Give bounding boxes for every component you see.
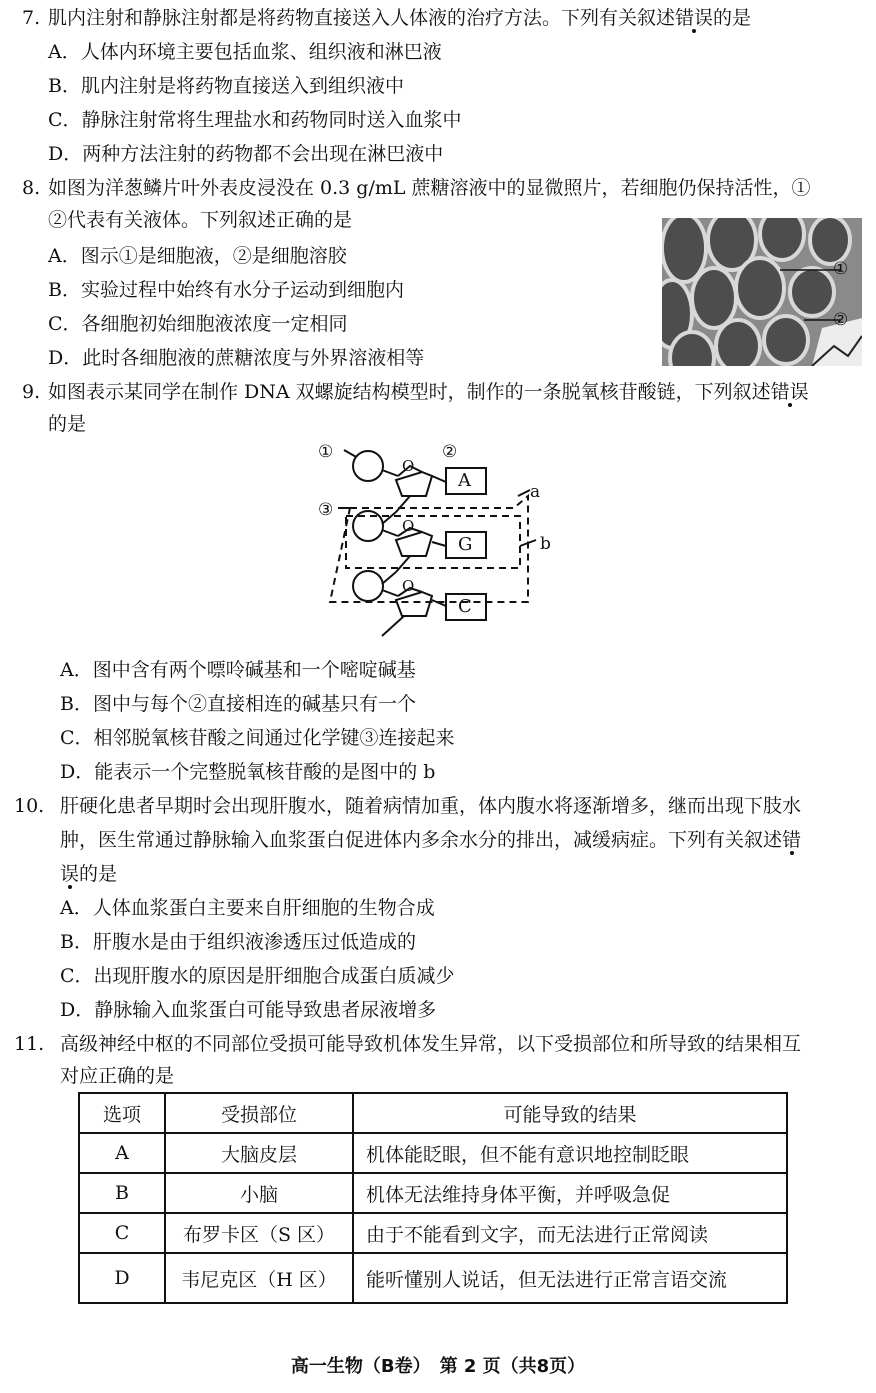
q9-number: 9. (22, 381, 41, 403)
table-row (79, 1173, 787, 1213)
q9-stem-line2: 的是 (48, 413, 87, 435)
table-header: 可能导致的结果 (353, 1093, 787, 1133)
q10-option-a: A．人体血浆蛋白主要来自肝细胞的生物合成 (60, 897, 435, 919)
dna-label-2: ② (442, 442, 458, 462)
dna-label-1: ① (318, 442, 334, 462)
q10-stem-b: 的是 (79, 863, 118, 885)
q9-option-a: A．图中含有两个嘌呤碱基和一个嘧啶碱基 (60, 659, 416, 681)
q11-table (78, 1092, 788, 1304)
q9-option-d: D．能表示一个完整脱氧核苷酸的是图中的 b (60, 761, 436, 783)
table-cell-result: 能听懂别人说话，但无法进行正常言语交流 (353, 1253, 787, 1303)
table-header: 受损部位 (165, 1093, 353, 1133)
q10-stem-line2 (60, 826, 801, 854)
q8-number: 8. (22, 177, 41, 199)
table-cell-option: C (79, 1213, 165, 1253)
q10-number: 10. (14, 795, 45, 817)
q8-stem-line2: ②代表有关液体。下列叙述正确的是 (48, 209, 353, 231)
table-cell-site: 布罗卡区（S 区） (165, 1213, 353, 1253)
base-c: C (458, 596, 472, 617)
box-label-a: a (530, 482, 541, 502)
dna-chain-diagram (310, 436, 570, 648)
q10-stem-line3 (60, 860, 117, 888)
q7-number: 7. (22, 7, 41, 29)
micrograph-label-1: ① (833, 259, 849, 279)
table-cell-result: 机体无法维持身体平衡，并呼吸急促 (353, 1173, 787, 1213)
q9-option-c: C．相邻脱氧核苷酸之间通过化学键③连接起来 (60, 727, 455, 749)
table-cell-site: 大脑皮层 (165, 1133, 353, 1173)
q7-stem-a: 肌内注射和静脉注射都是将药物直接送入人体液的治疗方法。下列有关叙述 (48, 7, 676, 29)
table-cell-site: 韦尼克区（H 区） (165, 1253, 353, 1303)
base-a: A (458, 470, 471, 491)
table-row (79, 1253, 787, 1303)
q7-option-c: C．静脉注射常将生理盐水和药物同时送入血浆中 (48, 109, 462, 131)
q11-stem-line1: 高级神经中枢的不同部位受损可能导致机体发生异常，以下受损部位和所导致的结果相互 (60, 1033, 802, 1055)
q7-stem (48, 4, 751, 32)
table-cell-site: 小脑 (165, 1173, 353, 1213)
table-cell-result: 机体能眨眼，但不能有意识地控制眨眼 (353, 1133, 787, 1173)
table-cell-result: 由于不能看到文字，而无法进行正常阅读 (353, 1213, 787, 1253)
q8-option-a: A．图示①是细胞液，②是细胞溶胶 (48, 245, 347, 267)
box-label-b: b (540, 534, 551, 554)
oxygen-label: O (402, 577, 415, 595)
q10-option-b: B．肝腹水是由于组织液渗透压过低造成的 (60, 931, 416, 953)
q11-stem-line2: 对应正确的是 (60, 1065, 175, 1087)
q7-option-a: A．人体内环境主要包括血浆、组织液和淋巴液 (48, 41, 442, 63)
micrograph-label-2: ② (833, 310, 849, 330)
table-row (79, 1133, 787, 1173)
q7-stem-b: 的是 (713, 7, 752, 29)
base-g: G (458, 534, 473, 555)
q8-option-d: D．此时各细胞液的蔗糖浓度与外界溶液相等 (48, 347, 425, 369)
table-header-row (79, 1093, 787, 1133)
oxygen-label: O (402, 517, 415, 535)
q7-stem-emphasis: 错误 (675, 7, 714, 29)
table-row (79, 1213, 787, 1253)
q7-option-b: B．肌内注射是将药物直接送入到组织液中 (48, 75, 404, 97)
table-header: 选项 (79, 1093, 165, 1133)
dna-label-3: ③ (318, 500, 334, 520)
q8-option-b: B．实验过程中始终有水分子运动到细胞内 (48, 279, 404, 301)
oxygen-label: O (402, 457, 415, 475)
q10-option-c: C．出现肝腹水的原因是肝细胞合成蛋白质减少 (60, 965, 455, 987)
onion-cell-micrograph (662, 218, 862, 366)
q10-stem-emphasis-1: 错 (782, 829, 802, 851)
q10-stem-emphasis-2: 误 (60, 863, 80, 885)
table-cell-option: A (79, 1133, 165, 1173)
table-cell-option: B (79, 1173, 165, 1213)
q10-stem-a: 肿，医生常通过静脉输入血浆蛋白促进体内多余水分的排出，减缓病症。下列有关叙述 (60, 829, 783, 851)
q9-stem-emphasis: 错误 (770, 381, 809, 403)
q7-option-d: D．两种方法注射的药物都不会出现在淋巴液中 (48, 143, 444, 165)
q9-stem-line1 (48, 378, 809, 406)
q9-stem-a: 如图表示某同学在制作 DNA 双螺旋结构模型时，制作的一条脱氧核苷酸链，下列叙述 (48, 381, 771, 403)
q8-stem-line1: 如图为洋葱鳞片叶外表皮浸没在 0.3 g/mL 蔗糖溶液中的显微照片，若细胞仍保持活性，① (48, 177, 811, 199)
page-footer: 高一生物（B卷） 第 2 页（共8页） (290, 1356, 586, 1377)
q9-option-b: B．图中与每个②直接相连的碱基只有一个 (60, 693, 416, 715)
table-cell-option: D (79, 1253, 165, 1303)
q8-option-c: C．各细胞初始细胞液浓度一定相同 (48, 313, 348, 335)
q10-stem-line1: 肝硬化患者早期时会出现肝腹水，随着病情加重，体内腹水将逐渐增多，继而出现下肢水 (60, 795, 802, 817)
q11-number: 11. (14, 1033, 45, 1055)
q10-option-d: D．静脉输入血浆蛋白可能导致患者尿液增多 (60, 999, 437, 1021)
